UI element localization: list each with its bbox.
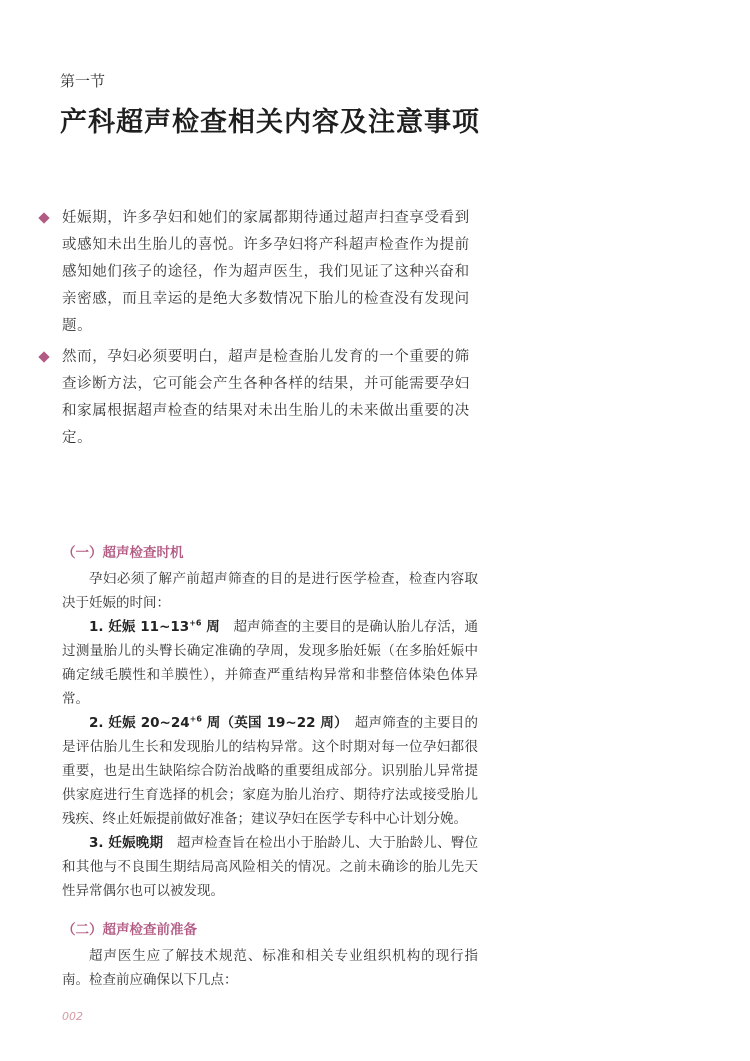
section-heading: （二）超声检查前准备	[62, 922, 197, 938]
intro-list	[38, 205, 478, 456]
chapter-title: 产科超声检查相关内容及注意事项	[60, 107, 480, 138]
item-text: 超声检查旨在检出小于胎龄儿、大于胎龄儿、臀位和其他与不良围生期结局高风险相关的情况。之前未确诊的胎儿先天性异常偶尔也可以被发现。	[62, 835, 479, 899]
timing-item-first-trimester	[62, 615, 478, 711]
intro-item	[38, 205, 478, 340]
section-heading: （一）超声检查时机	[62, 545, 184, 561]
item-label: 3. 妊娠晚期	[89, 835, 164, 851]
item-label: 1. 妊娠 $11\sim 13^{+6}$ 周	[89, 618, 220, 635]
section-preparation	[62, 918, 478, 992]
timing-item-third-trimester	[62, 831, 478, 903]
page-number: 002	[62, 1010, 83, 1023]
section-timing	[62, 541, 478, 903]
item-label: 2. 妊娠 $20\sim 24^{+6}$ 周（英国 19~22 周）	[89, 714, 342, 731]
intro-text: 妊娠期，许多孕妇和她们的家属都期待通过超声扫查享受看到或感知未出生胎儿的喜悦。许多孕妇将产科超声检查作为提前感知她们孩子的途径，作为超声医生，我们见证了这种兴奋和亲密感，而且幸运的是绝大多数情况下胎儿的检查没有发现问题。	[62, 210, 470, 334]
item-text: 超声筛查的主要目的是确认胎儿存活，通过测量胎儿的头臀长确定准确的孕周，发现多胎妊娠（在多胎妊娠中确定绒毛膜性和羊膜性），并筛查严重结构异常和非整倍体染色体异常。	[62, 619, 479, 707]
intro-text: 然而，孕妇必须要明白，超声是检查胎儿发育的一个重要的筛查诊断方法，它可能会产生各种各样的结果，并可能需要孕妇和家属根据超声检查的结果对未出生胎儿的未来做出重要的决定。	[62, 349, 470, 446]
item-text: 超声筛查的主要目的是评估胎儿生长和发现胎儿的结构异常。这个时期对每一位孕妇都很重要，也是出生缺陷综合防治战略的重要组成部分。识别胎儿异常提供家庭进行生育选择的机会；家庭为胎儿治疗、期待疗法或接受胎儿残疾、终止妊娠提前做好准备；建议孕妇在医学专科中心计划分娩。	[62, 715, 478, 827]
timing-item-second-trimester	[62, 711, 478, 831]
chapter-label: 第一节	[60, 72, 106, 90]
section-intro-paragraph: 孕妇必须了解产前超声筛查的目的是进行医学检查，检查内容取决于妊娠的时间：	[62, 571, 478, 611]
preparation-paragraph: 超声医生应了解技术规范、标准和相关专业组织机构的现行指南。检查前应确保以下几点：	[62, 948, 478, 988]
diamond-bullet-icon	[38, 351, 49, 362]
intro-item	[38, 344, 478, 452]
diamond-bullet-icon	[38, 212, 49, 223]
